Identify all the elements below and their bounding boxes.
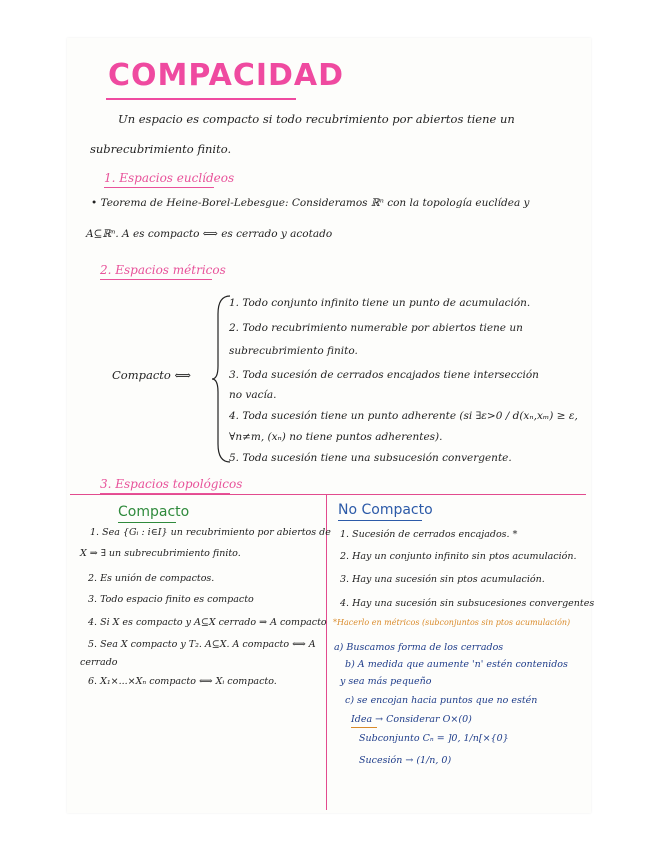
right-step-b: b) A medida que aumente 'n' estén contenidos xyxy=(345,659,568,670)
left-line-2: 2. Es unión de compactos. xyxy=(88,573,215,584)
right-idea: Idea → Considerar O×(0) xyxy=(351,714,472,725)
right-note: *Hacerlo en métricos (subconjuntos sin ptos acumulación) xyxy=(333,618,571,627)
right-step-a: a) Buscamos forma de los cerrados xyxy=(334,642,504,653)
table-divider xyxy=(326,494,327,810)
title-underline xyxy=(106,98,296,100)
intro-line-1: Un espacio es compacto si todo recubrimiento por abiertos tiene un xyxy=(118,112,515,126)
section-1-heading: 1. Espacios euclídeos xyxy=(104,171,235,185)
sec2-item-3b: no vacía. xyxy=(229,389,277,401)
left-line-3: 3. Todo espacio finito es compacto xyxy=(88,594,254,605)
sec2-item-2: 2. Todo recubrimiento numerable por abiertos tiene un xyxy=(229,322,523,334)
left-line-4: 4. Si X es compacto y A⊆X cerrado ⇒ A compacto xyxy=(88,617,327,628)
sec2-item-2b: subrecubrimiento finito. xyxy=(229,345,358,357)
right-line-3: 3. Hay una sucesión sin ptos acumulación. xyxy=(340,574,545,585)
compacto-column-heading: Compacto xyxy=(118,504,190,520)
no-compacto-column-heading: No Compacto xyxy=(338,502,433,518)
right-step-c: c) se encojan hacia puntos que no estén xyxy=(345,695,538,706)
left-line-5: 5. Sea X compacto y T₂. A⊆X. A compacto ⟺ A xyxy=(88,639,316,650)
left-line-6: 6. X₁×...×Xₙ compacto ⟺ Xᵢ compacto. xyxy=(88,676,277,687)
section-1-underline xyxy=(104,187,214,188)
right-sucesion: Sucesión → (1/n, 0) xyxy=(359,755,452,766)
section-3-heading: 3. Espacios topológicos xyxy=(100,477,243,491)
right-subconjunto: Subconjunto Cₙ = ]0, 1/n[×{0} xyxy=(359,733,509,744)
sec2-item-4: 4. Toda sucesión tiene un punto adherente (si ∃ε>0 / d(xₙ,xₘ) ≥ ε, xyxy=(229,410,578,422)
sec2-item-5: 5. Toda sucesión tiene una subsucesión convergente. xyxy=(229,452,512,464)
sec1-line-2: A⊆ℝⁿ. A es compacto ⟺ es cerrado y acotado xyxy=(86,228,333,240)
intro-line-2: subrecubrimiento finito. xyxy=(90,142,232,156)
right-step-b2: y sea más pequeño xyxy=(340,676,432,687)
sec2-item-3: 3. Toda sucesión de cerrados encajados tiene intersección xyxy=(229,369,539,381)
page-title: COMPACIDAD xyxy=(108,58,345,93)
sec2-item-1: 1. Todo conjunto infinito tiene un punto de acumulación. xyxy=(229,297,531,309)
compacto-heading-underline xyxy=(118,522,176,523)
right-line-1: 1. Sucesión de cerrados encajados. * xyxy=(340,529,518,540)
right-line-2: 2. Hay un conjunto infinito sin ptos acumulación. xyxy=(340,551,577,562)
left-line-5b: cerrado xyxy=(80,657,118,668)
right-line-4: 4. Hay una sucesión sin subsucesiones convergentes xyxy=(340,598,595,609)
section-2-heading: 2. Espacios métricos xyxy=(100,263,226,277)
table-top-rule xyxy=(70,494,586,495)
sec1-line-1: • Teorema de Heine-Borel-Lebesgue: Consideramos ℝⁿ con la topología euclídea y xyxy=(91,197,530,209)
idea-underline xyxy=(351,727,377,728)
compacto-equivalence-label: Compacto ⟺ xyxy=(112,368,191,382)
left-line-1b: X ⇒ ∃ un subrecubrimiento finito. xyxy=(80,548,241,559)
section-2-underline xyxy=(100,279,212,280)
no-compacto-heading-underline xyxy=(338,520,422,521)
left-line-1: 1. Sea {Gᵢ : i∈I} un recubrimiento por abiertos de xyxy=(90,527,331,538)
sec2-item-4b: ∀n≠m, (xₙ) no tiene puntos adherentes). xyxy=(229,431,443,443)
